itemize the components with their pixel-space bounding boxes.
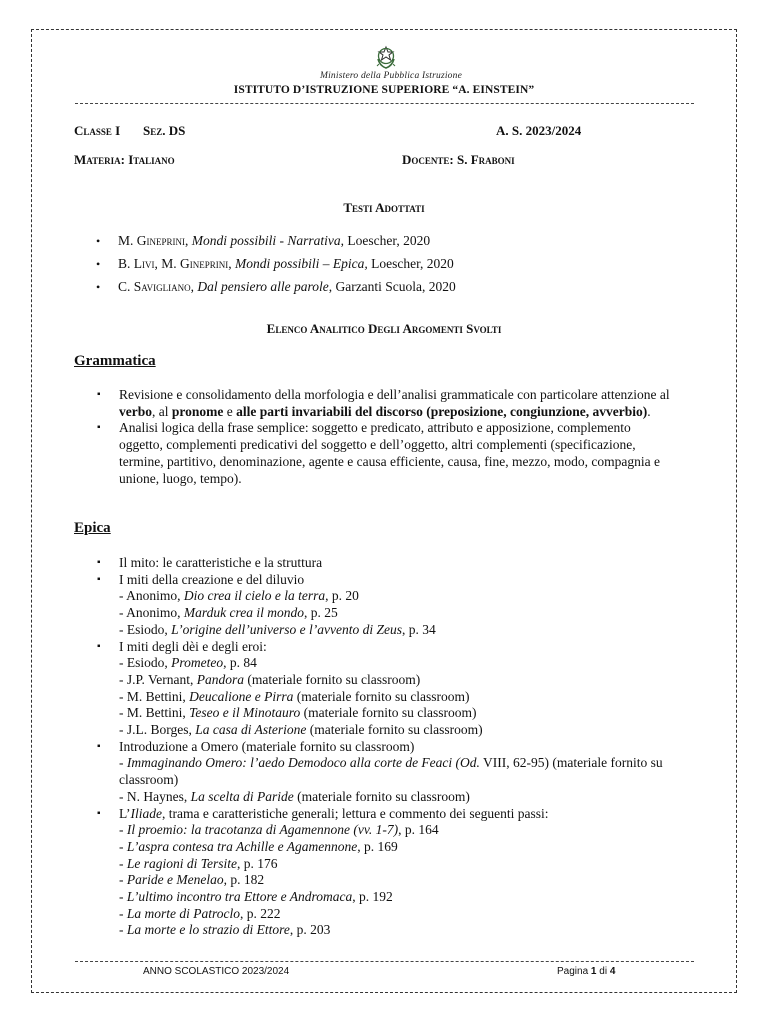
reading-item: - Esiodo, L’origine dell’universo e l’avvento di Zeus, p. 34	[119, 621, 436, 637]
reading-item: - La morte e lo strazio di Ettore, p. 203	[119, 922, 331, 938]
grammatica-list	[97, 387, 677, 487]
list-item: ▪ Revisione e consolidamento della morfologia e dell’analisi grammaticale con particolare attenzione al verbo, al pronome e alle parti invariabili del discorso (preposizione, congiunzione, avverbio).	[97, 387, 677, 420]
sezione-field: Sez. DS	[143, 123, 186, 138]
reading-item: - J.L. Borges, La casa di Asterione (materiale fornito su classroom)	[119, 722, 483, 738]
footer-school-year: ANNO SCOLASTICO 2023/2024	[143, 966, 290, 977]
docente-field: Docente: S. Fraboni	[402, 152, 515, 167]
list-item: • C. Savigliano, Dal pensiero alle parole, Garzanti Scuola, 2020	[96, 279, 456, 302]
grammatica-heading: Grammatica	[74, 353, 156, 369]
reading-item: - M. Bettini, Deucalione e Pirra (materiale fornito su classroom)	[119, 688, 470, 704]
reading-item: - L’ultimo incontro tra Ettore e Andromaca, p. 192	[119, 889, 393, 905]
list-item: ▪ I miti degli dèi e degli eroi: - Esiodo, Prometeo, p. 84 - J.P. Vernant, Pandora (materiale fornito su classroom) - M. Bettini, Deucalione e Pirra (materiale fornito su classroom) - M. Bettini, Teseo e il Minotauro (materiale fornito su classroom) - J.L. Borges, La casa di Asterione (materiale fornito su classroom)	[97, 639, 692, 739]
classe-field: Classe I	[74, 123, 121, 138]
header-divider	[75, 103, 694, 104]
testi-adottati-title: Testi Adottati	[343, 200, 425, 215]
page-number: Pagina 1 di 4	[557, 966, 616, 977]
list-item: ▪ Introduzione a Omero (materiale fornito su classroom) - Immaginando Omero: l’aedo Demodoco alla corte de Feaci (Od. VIII, 62-95) (materiale fornito su classroom) - N. Haynes, La scelta di Paride (materiale fornito su classroom)	[97, 739, 692, 806]
reading-item: - L’aspra contesa tra Achille e Agamennone, p. 169	[119, 838, 398, 854]
textbook-list	[96, 233, 456, 302]
reading-item: - Immaginando Omero: l’aedo Demodoco alla corte de Feaci (Od. VIII, 62-95) (materiale fornito su classroom)	[119, 755, 663, 788]
reading-item: - J.P. Vernant, Pandora (materiale fornito su classroom)	[119, 671, 421, 687]
reading-item: - Esiodo, Prometeo, p. 84	[119, 655, 257, 671]
reading-item: - Paride e Menelao, p. 182	[119, 872, 265, 888]
epica-list	[97, 555, 692, 939]
list-item: ▪ Il mito: le caratteristiche e la struttura	[97, 555, 692, 572]
reading-item: - N. Haynes, La scelta di Paride (materiale fornito su classroom)	[119, 788, 470, 804]
list-item: • B. Livi, M. Gineprini, Mondi possibili – Epica, Loescher, 2020	[96, 256, 456, 279]
ministry-signature: Ministero della Pubblica Istruzione	[319, 71, 462, 81]
italian-republic-emblem-icon	[375, 44, 397, 70]
reading-item: - Anonimo, Dio crea il cielo e la terra, p. 20	[119, 588, 359, 604]
list-item: ▪ Analisi logica della frase semplice: soggetto e predicato, attributo e apposizione, complemento oggetto, complementi predicativi del soggetto e dell’oggetto, altri complementi (specificazione, termine, partitivo, denominazione, agente e causa efficiente, causa, fine, mezzo, modo, compagnia e unione, luogo, tempo).	[97, 420, 677, 487]
reading-item: - Il proemio: la tracotanza di Agamennone (vv. 1-7), p. 164	[119, 822, 439, 838]
reading-item: - M. Bettini, Teseo e il Minotauro (materiale fornito su classroom)	[119, 705, 477, 721]
anno-scolastico-field: A. S. 2023/2024	[496, 123, 582, 138]
institute-name: ISTITUTO D’ISTRUZIONE SUPERIORE “A. EINSTEIN”	[233, 84, 535, 96]
materia-field: Materia: Italiano	[74, 152, 175, 167]
reading-item: - Anonimo, Marduk crea il mondo, p. 25	[119, 605, 338, 621]
list-item: ▪ I miti della creazione e del diluvio - Anonimo, Dio crea il cielo e la terra, p. 20 - Anonimo, Marduk crea il mondo, p. 25 - Esiodo, L’origine dell’universo e l’avvento di Zeus, p. 34	[97, 572, 692, 639]
reading-item: - Le ragioni di Tersite, p. 176	[119, 855, 278, 871]
list-item: • M. Gineprini, Mondi possibili - Narrativa, Loescher, 2020	[96, 233, 456, 256]
reading-item: - La morte di Patroclo, p. 222	[119, 905, 281, 921]
elenco-title: Elenco Analitico Degli Argomenti Svolti	[266, 321, 502, 336]
epica-heading: Epica	[74, 520, 111, 536]
list-item: ▪ L’Iliade, trama e caratteristiche generali; lettura e commento dei seguenti passi: - Il proemio: la tracotanza di Agamennone (vv. 1-7), p. 164 - L’aspra contesa tra Achille e Agamennone, p. 169 - Le ragioni di Tersite, p. 176 - Paride e Menelao, p. 182 - L’ultimo incontro tra Ettore e Andromaca, p. 192 - La morte di Patroclo, p. 222 - La morte e lo strazio di Ettore, p. 203	[97, 806, 692, 940]
footer-divider	[75, 961, 694, 962]
